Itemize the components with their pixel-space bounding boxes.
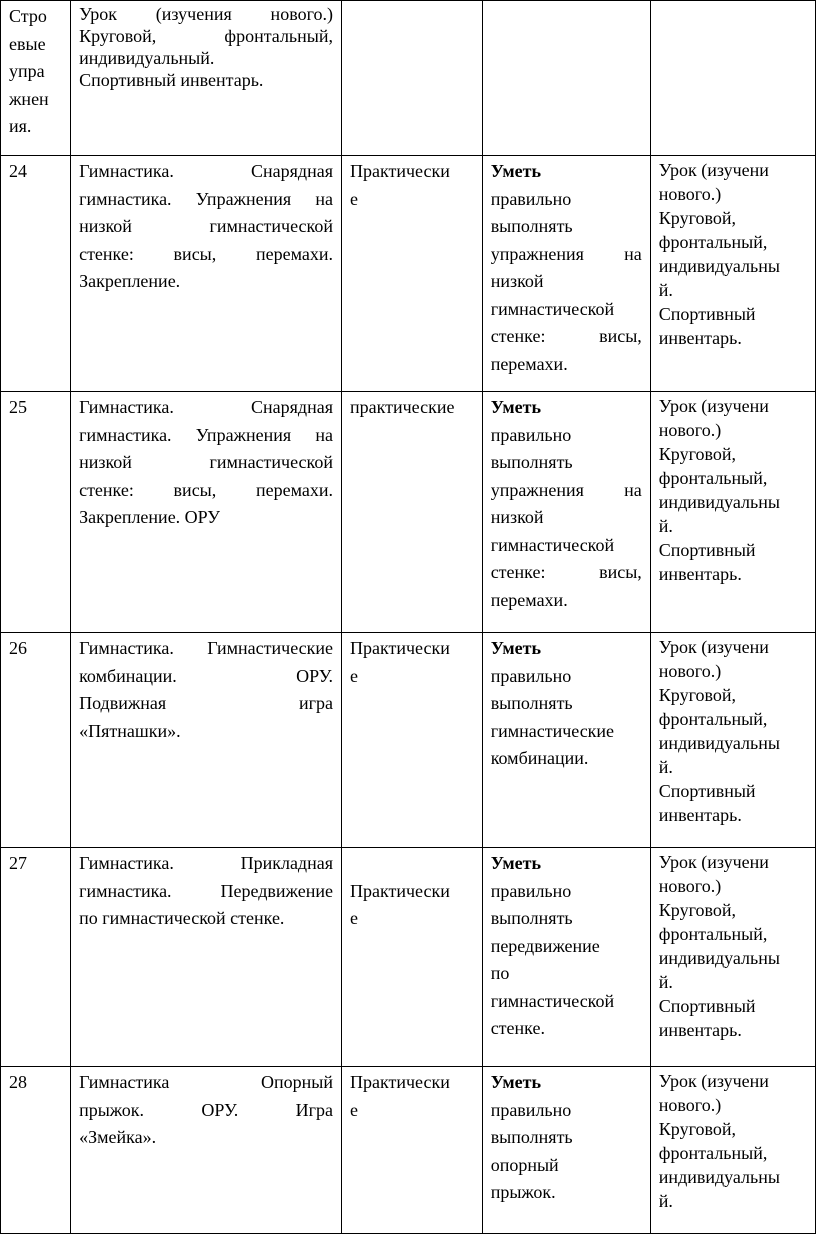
topic-line: стенке: висы, перемахи. [79,243,333,264]
lesson-type: Практически е [342,156,483,392]
lesson-topic [71,848,342,1067]
topic-line: низкой гимнастической [79,452,333,472]
topic-line: гимнастика. Упражнения на [79,424,333,445]
form-line: нового.) [658,420,722,440]
lesson-form [650,156,815,392]
skill-line: низкой [490,271,544,291]
skill-verb: Уметь [490,397,542,417]
skill-line: стенке. [490,1018,545,1038]
form-line: Круговой, [658,444,737,464]
topic-line: комбинации. ОРУ. [79,665,333,686]
skill-line: выполнять [490,693,573,713]
topic-line: стенке: висы, перемахи. [79,479,333,500]
skill-verb: Уметь [490,1072,542,1092]
form-line: нового.) [658,1095,722,1115]
table-row [1,392,816,633]
empty-cell [650,1,815,156]
form-line: фронтальный, [658,232,768,252]
form-line: инвентарь. [658,564,742,584]
lesson-type: практические [342,392,483,633]
skill-line: комбинации. [490,748,589,768]
skill-line: выполнять [490,1127,573,1147]
header-cell-lesson-form [71,1,342,156]
table-row [1,156,816,392]
form-line: Круговой, [658,685,737,705]
skill-description [482,392,650,633]
empty-cell [342,1,483,156]
empty-cell [482,1,650,156]
skill-line: гимнастической [490,534,615,555]
skill-line: гимнастической [490,990,615,1011]
lesson-number: 25 [1,392,71,633]
skill-line: гимнастической [490,298,615,319]
skill-description [482,633,650,848]
skill-verb: Уметь [490,161,542,181]
form-line: индивидуальны [658,256,780,276]
lesson-type: Практически е [342,1067,483,1234]
header-cell-exercises: Стро евые упра жнен ия. [1,1,71,156]
table-row [1,633,816,848]
form-line: Спортивный [658,996,756,1016]
skill-line: правильно [490,880,572,901]
form-line: Круговой, [658,1119,737,1139]
form-line: Круговой, [658,208,737,228]
form-line: фронтальный, [658,924,768,944]
topic-line: гимнастика. Передвижение [79,880,333,901]
skill-line: перемахи. [490,589,568,610]
skill-line: выполнять [490,452,573,472]
table-row [1,1067,816,1234]
form-line: Урок (изучени [658,852,769,872]
lesson-form [650,1067,815,1234]
skill-line: стенке: висы, [490,326,642,346]
lesson-type: Практически е [342,848,483,1067]
topic-line: Гимнастика Опорный [79,1072,333,1092]
topic-line: Гимнастика. Прикладная [79,853,333,873]
topic-line: низкой гимнастической [79,216,333,236]
lesson-form [650,392,815,633]
form-line: Урок (изучени [658,637,769,657]
skill-verb: Уметь [490,853,542,873]
form-line: фронтальный, [658,1143,768,1163]
skill-line: правильно [490,1099,572,1120]
form-line: Урок (изучени [658,160,769,180]
skill-line: выполнять [490,216,573,236]
skill-line: опорный [490,1154,559,1175]
lesson-number: 24 [1,156,71,392]
form-line: нового.) [658,184,722,204]
lesson-number: 27 [1,848,71,1067]
skill-line: прыжок. [490,1182,556,1202]
form-line: инвентарь. [658,328,742,348]
topic-line: «Пятнашки». [79,720,181,741]
lesson-topic [71,392,342,633]
topic-line: Подвижная игра [79,693,333,713]
skill-description [482,156,650,392]
form-line: фронтальный, [658,468,768,488]
skill-line: правильно [490,424,572,445]
form-line: инвентарь. [658,1020,742,1040]
topic-line: Закрепление. [79,271,181,291]
form-line: Круговой, [658,900,737,920]
form-line: Спортивный [658,781,756,801]
skill-verb: Уметь [490,638,542,658]
topic-line: по гимнастической стенке. [79,908,285,928]
skill-line: упражнения на [490,243,642,264]
skill-description [482,848,650,1067]
form-line: й. [658,1191,673,1211]
form-line: фронтальный, [658,709,768,729]
form-line: й. [658,972,673,992]
skill-line: низкой [490,507,544,527]
form-line: Урок (изучени [658,1071,769,1091]
skill-line: выполнять [490,908,573,928]
skill-line: стенке: висы, [490,562,642,582]
form-line: индивидуальны [658,948,780,968]
lesson-topic [71,156,342,392]
header-line: Круговой, фронтальный, [79,26,333,46]
skill-description [482,1067,650,1234]
lesson-form [650,848,815,1067]
skill-line: правильно [490,188,572,209]
form-line: индивидуальны [658,492,780,512]
topic-line: гимнастика. Упражнения на [79,188,333,209]
header-line: индивидуальный. Спортивный инвентарь. [79,48,264,90]
skill-line: перемахи. [490,353,568,374]
topic-line: Гимнастика. Снарядная [79,161,333,181]
form-line: Спортивный [658,304,756,324]
form-line: индивидуальны [658,1167,780,1187]
topic-line: Гимнастика. Снарядная [79,397,333,417]
header-row [1,1,816,156]
skill-line: по [490,963,510,983]
form-line: й. [658,516,673,536]
form-line: й. [658,280,673,300]
topic-line: Закрепление. ОРУ [79,507,220,527]
topic-line: Гимнастика. Гимнастические [79,638,333,658]
header-line: Урок (изучения нового.) [79,4,333,24]
form-line: нового.) [658,661,722,681]
skill-line: передвижение [490,935,600,956]
form-line: Спортивный [658,540,756,560]
lesson-type: Практически е [342,633,483,848]
lesson-number: 26 [1,633,71,848]
form-line: й. [658,757,673,777]
skill-line: правильно [490,665,572,686]
table-row [1,848,816,1067]
skill-line: гимнастические [490,720,615,741]
lesson-form [650,633,815,848]
form-line: нового.) [658,876,722,896]
lesson-number: 28 [1,1067,71,1234]
form-line: Урок (изучени [658,396,769,416]
topic-line: прыжок. ОРУ. Игра [79,1099,333,1120]
lesson-topic [71,1067,342,1234]
form-line: индивидуальны [658,733,780,753]
lesson-topic [71,633,342,848]
form-line: инвентарь. [658,805,742,825]
topic-line: «Змейка». [79,1127,157,1147]
skill-line: упражнения на [490,479,642,500]
